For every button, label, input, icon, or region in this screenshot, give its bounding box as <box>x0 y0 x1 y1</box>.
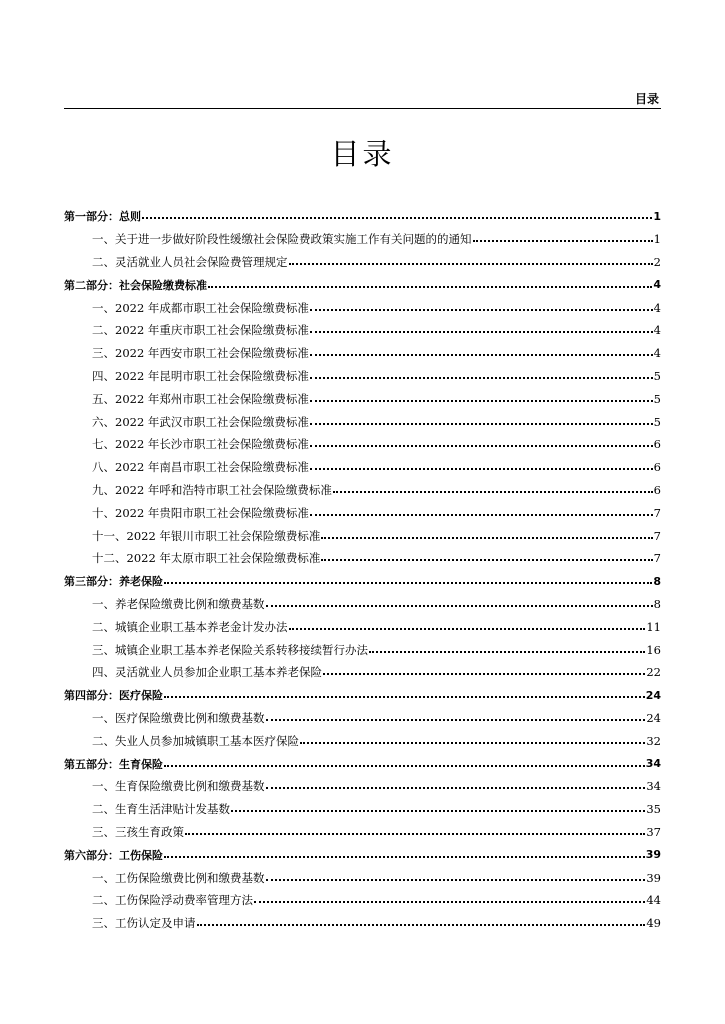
toc-entry-label: 十、2022 年贵阳市职工社会保险缴费标准 <box>92 505 309 520</box>
toc-entry-page-number: 34 <box>645 757 661 771</box>
toc-section-entry[interactable] <box>64 433 661 456</box>
dot-leader <box>310 458 653 470</box>
toc-part-entry[interactable] <box>64 205 661 228</box>
toc-entry-label: 三、工伤认定及申请 <box>92 916 196 931</box>
toc-section-entry[interactable] <box>64 342 661 365</box>
dot-leader <box>310 321 653 333</box>
toc-entry-label: 八、2022 年南昌市职工社会保险缴费标准 <box>92 460 309 475</box>
toc-section-entry[interactable] <box>64 638 661 661</box>
toc-entry-label: 九、2022 年呼和浩特市职工社会保险缴费标准 <box>92 482 332 497</box>
toc-entry-page-number: 22 <box>646 665 661 680</box>
toc-section-entry[interactable] <box>64 251 661 274</box>
toc-entry-label: 一、养老保险缴费比例和缴费基数 <box>92 596 265 611</box>
toc-entry-page-number: 37 <box>646 824 661 839</box>
toc-entry-label: 二、2022 年重庆市职工社会保险缴费标准 <box>92 323 309 338</box>
toc-entry-label: 七、2022 年长沙市职工社会保险缴费标准 <box>92 437 309 452</box>
dot-leader <box>164 686 645 698</box>
toc-part-entry[interactable] <box>64 570 661 593</box>
toc-section-entry[interactable] <box>64 912 661 935</box>
table-of-contents <box>64 205 661 935</box>
dot-leader <box>197 914 646 926</box>
toc-section-entry[interactable] <box>64 593 661 616</box>
toc-entry-label: 第五部分：生育保险 <box>64 757 163 771</box>
running-header <box>64 90 661 109</box>
toc-entry-label: 一、2022 年成都市职工社会保险缴费标准 <box>92 300 309 315</box>
toc-entry-page-number: 16 <box>646 642 661 657</box>
toc-entry-page-number: 5 <box>653 414 661 429</box>
toc-entry-label: 第一部分：总则 <box>64 210 141 224</box>
toc-entry-page-number: 34 <box>646 779 661 794</box>
dot-leader <box>266 709 646 721</box>
toc-entry-page-number: 35 <box>646 802 661 817</box>
toc-entry-label: 三、2022 年西安市职工社会保险缴费标准 <box>92 346 309 361</box>
toc-section-entry[interactable] <box>64 661 661 684</box>
toc-entry-page-number: 4 <box>653 278 661 292</box>
toc-entry-page-number: 1 <box>653 209 661 223</box>
toc-entry-label: 二、灵活就业人员社会保险费管理规定 <box>92 254 288 269</box>
toc-entry-label: 三、三孩生育政策 <box>92 824 184 839</box>
dot-leader <box>333 481 653 493</box>
toc-section-entry[interactable] <box>64 707 661 730</box>
toc-part-entry[interactable] <box>64 843 661 866</box>
toc-entry-label: 二、生育生活津贴计发基数 <box>92 802 230 817</box>
running-header-title: 目录 <box>634 92 659 106</box>
dot-leader <box>310 367 653 379</box>
dot-leader <box>231 800 645 812</box>
dot-leader <box>254 891 645 903</box>
toc-section-entry[interactable] <box>64 524 661 547</box>
dot-leader <box>310 435 653 447</box>
toc-entry-label: 第四部分：医疗保险 <box>64 689 163 703</box>
toc-entry-label: 第三部分：养老保险 <box>64 575 163 589</box>
dot-leader <box>266 869 646 881</box>
toc-entry-page-number: 39 <box>645 848 661 862</box>
dot-leader <box>321 527 652 539</box>
toc-section-entry[interactable] <box>64 501 661 524</box>
dot-leader <box>266 777 646 789</box>
toc-section-entry[interactable] <box>64 866 661 889</box>
dot-leader <box>164 572 652 584</box>
toc-entry-label: 四、2022 年昆明市职工社会保险缴费标准 <box>92 368 309 383</box>
toc-entry-page-number: 32 <box>646 733 661 748</box>
dot-leader <box>289 618 646 630</box>
toc-entry-page-number: 39 <box>646 870 661 885</box>
toc-section-entry[interactable] <box>64 729 661 752</box>
toc-entry-page-number: 8 <box>653 596 661 611</box>
toc-section-entry[interactable] <box>64 228 661 251</box>
toc-entry-label: 十二、2022 年太原市职工社会保险缴费标准 <box>92 551 321 566</box>
toc-section-entry[interactable] <box>64 296 661 319</box>
toc-entry-label: 一、工伤保险缴费比例和缴费基数 <box>92 870 265 885</box>
toc-section-entry[interactable] <box>64 319 661 342</box>
toc-section-entry[interactable] <box>64 479 661 502</box>
dot-leader <box>310 390 653 402</box>
toc-section-entry[interactable] <box>64 821 661 844</box>
toc-entry-page-number: 5 <box>653 368 661 383</box>
toc-entry-label: 四、灵活就业人员参加企业职工基本养老保险 <box>92 665 322 680</box>
dot-leader <box>310 413 653 425</box>
toc-entry-page-number: 7 <box>653 528 661 543</box>
toc-entry-label: 二、工伤保险浮动费率管理方法 <box>92 893 253 908</box>
toc-entry-page-number: 24 <box>646 710 661 725</box>
dot-leader <box>164 755 645 767</box>
dot-leader <box>208 276 652 288</box>
toc-section-entry[interactable] <box>64 456 661 479</box>
toc-section-entry[interactable] <box>64 889 661 912</box>
toc-entry-label: 第六部分：工伤保险 <box>64 848 163 862</box>
toc-part-entry[interactable] <box>64 752 661 775</box>
toc-entry-label: 六、2022 年武汉市职工社会保险缴费标准 <box>92 414 309 429</box>
toc-section-entry[interactable] <box>64 615 661 638</box>
toc-entry-page-number: 6 <box>653 460 661 475</box>
toc-section-entry[interactable] <box>64 387 661 410</box>
dot-leader <box>321 549 652 561</box>
toc-section-entry[interactable] <box>64 547 661 570</box>
dot-leader <box>300 732 645 744</box>
toc-entry-page-number: 8 <box>653 574 661 588</box>
dot-leader <box>142 207 652 219</box>
dot-leader <box>473 230 653 242</box>
toc-entry-page-number: 2 <box>653 254 661 269</box>
toc-entry-page-number: 7 <box>653 551 661 566</box>
dot-leader <box>289 253 653 265</box>
dot-leader <box>164 846 645 858</box>
page-title: 目录 <box>330 137 395 171</box>
toc-entry-page-number: 4 <box>653 323 661 338</box>
toc-part-entry[interactable] <box>64 684 661 707</box>
toc-entry-label: 一、医疗保险缴费比例和缴费基数 <box>92 710 265 725</box>
toc-entry-label: 第二部分：社会保险缴费标准 <box>64 278 207 292</box>
toc-entry-page-number: 4 <box>653 346 661 361</box>
toc-section-entry[interactable] <box>64 410 661 433</box>
dot-leader <box>185 823 645 835</box>
toc-entry-page-number: 11 <box>646 619 661 634</box>
toc-section-entry[interactable] <box>64 775 661 798</box>
toc-entry-page-number: 5 <box>653 391 661 406</box>
toc-entry-label: 一、关于进一步做好阶段性缓缴社会保险费政策实施工作有关问题的的通知 <box>92 232 472 247</box>
toc-entry-label: 一、生育保险缴费比例和缴费基数 <box>92 779 265 794</box>
toc-entry-page-number: 1 <box>653 232 661 247</box>
toc-entry-label: 二、城镇企业职工基本养老金计发办法 <box>92 619 288 634</box>
toc-entry-page-number: 49 <box>646 916 661 931</box>
dot-leader <box>323 663 645 675</box>
toc-entry-page-number: 6 <box>653 482 661 497</box>
toc-entry-label: 三、城镇企业职工基本养老保险关系转移接续暂行办法 <box>92 642 368 657</box>
dot-leader <box>310 344 653 356</box>
toc-entry-page-number: 6 <box>653 437 661 452</box>
toc-section-entry[interactable] <box>64 365 661 388</box>
toc-section-entry[interactable] <box>64 798 661 821</box>
toc-entry-page-number: 7 <box>653 505 661 520</box>
toc-entry-label: 二、失业人员参加城镇职工基本医疗保险 <box>92 733 299 748</box>
toc-entry-label: 十一、2022 年银川市职工社会保险缴费标准 <box>92 528 321 543</box>
dot-leader <box>266 595 653 607</box>
dot-leader <box>369 641 645 653</box>
dot-leader <box>310 299 653 311</box>
toc-entry-label: 五、2022 年郑州市职工社会保险缴费标准 <box>92 391 309 406</box>
dot-leader <box>310 504 653 516</box>
toc-entry-page-number: 44 <box>646 893 661 908</box>
toc-part-entry[interactable] <box>64 273 661 296</box>
toc-entry-page-number: 4 <box>653 300 661 315</box>
toc-entry-page-number: 24 <box>645 688 661 702</box>
